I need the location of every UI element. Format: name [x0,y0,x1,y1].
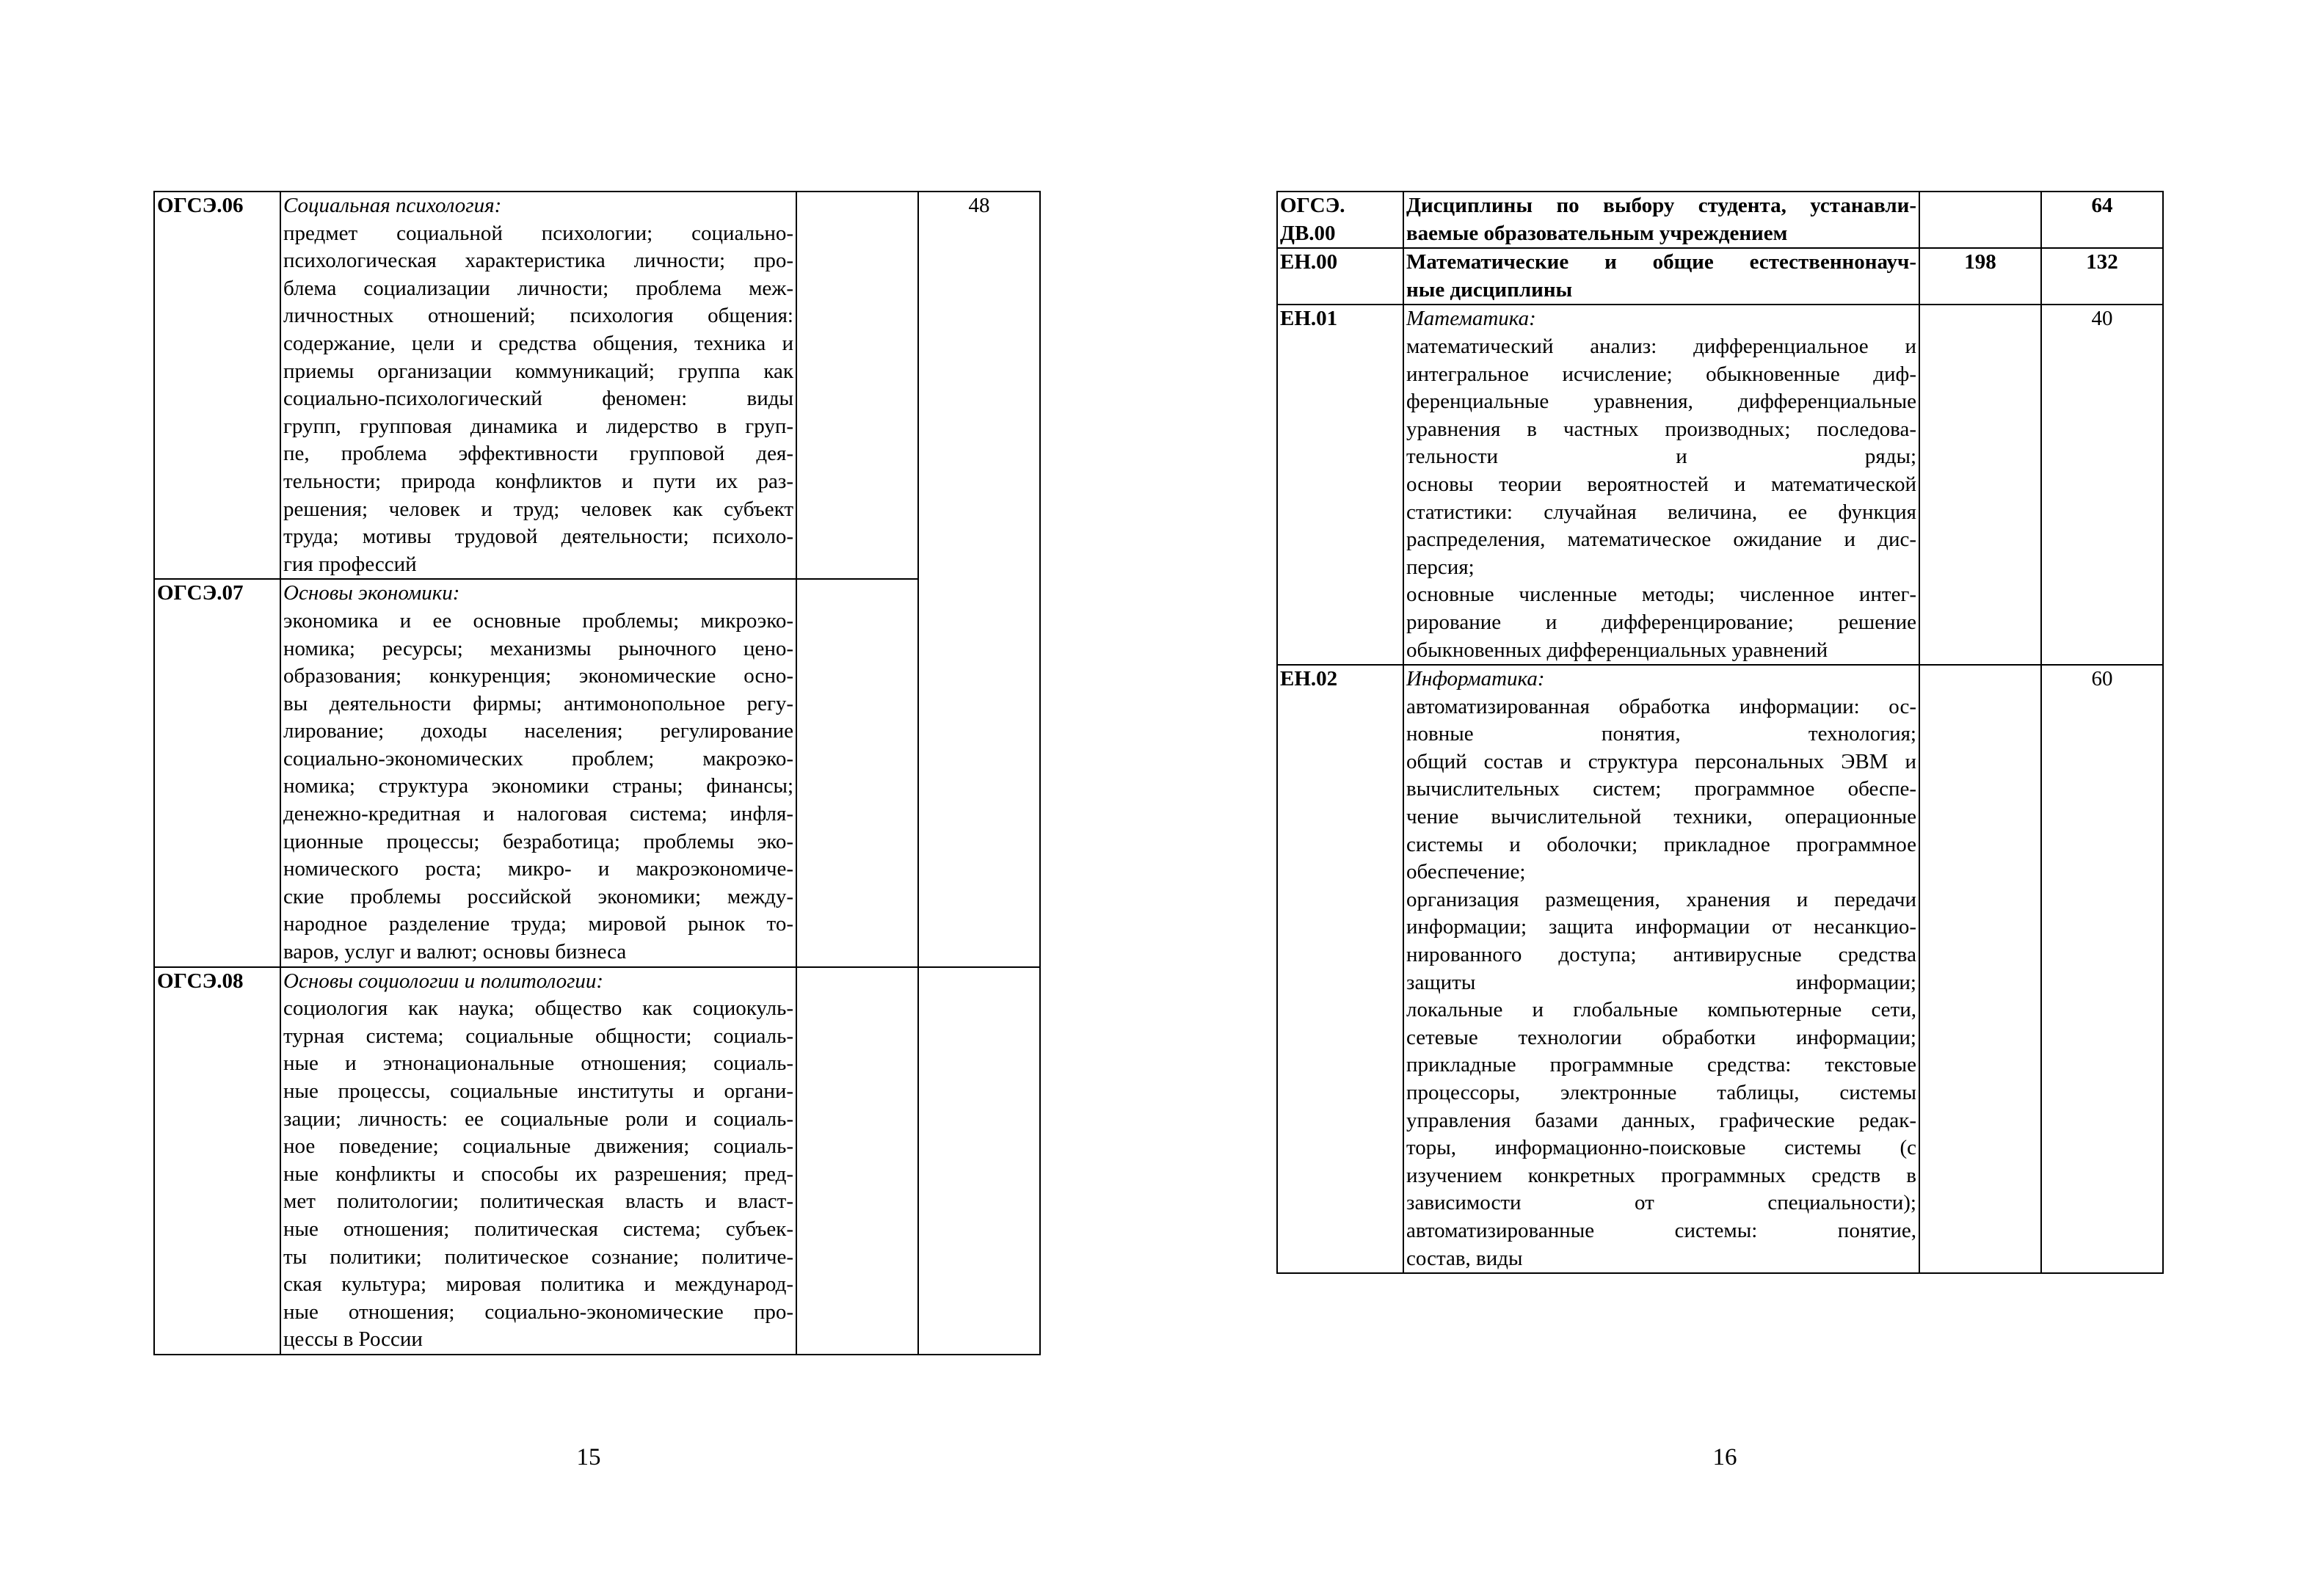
text-line: основы теории вероятностей и математической [1406,472,1916,496]
discipline-title: Информатика: [1406,667,1545,691]
text-line: ская культура; мировая политика и международ- [283,1272,793,1297]
discipline-code: ОГСЭ.08 [154,967,280,1355]
text-line: предмет социальной психологии; социально- [283,221,793,245]
text-line: социально-психологический феномен: виды [283,387,793,411]
text-line: личностных отношений; психология общения: [283,304,793,328]
text-line: статистики: случайная величина, ее функция [1406,500,1916,524]
discipline-description [280,192,796,579]
text-line: народное разделение труда; мировой рынок то- [283,912,793,936]
discipline-title: Социальная психология: [283,194,502,217]
hours-cell: 60 [2041,665,2163,1273]
text-line: тельности; природа конфликтов и пути их раз- [283,469,793,493]
text-line: социально-экономических проблем; макроэко- [283,746,793,770]
table-row [154,192,1040,579]
text-line: сетевые технологии обработки информации; [1406,1025,1916,1049]
table-row [154,579,1040,966]
max-load-cell [796,579,918,966]
text-line: зависимости от специальности); [1406,1191,1916,1215]
text-line: уравнения в частных производных; последова- [1406,417,1916,441]
page-number: 15 [576,1444,601,1471]
max-load-cell: 198 [1919,248,2041,305]
text-line: мет политологии; политическая власть и власт- [283,1189,793,1214]
hours-cell: 48 [918,192,1040,967]
text-line: чение вычислительной техники, операционные [1406,805,1916,829]
text-line: приемы организации коммуникаций; группа как [283,359,793,383]
text-line: ное поведение; социальные движения; социаль- [283,1134,793,1159]
text-line: автоматизированная обработка информации: ос- [1406,694,1916,718]
text-line: ференциальные уравнения, дифференциальные [1406,390,1916,414]
text-line: групп, групповая динамика и лидерство в груп- [283,414,793,438]
table-row [1277,192,2163,248]
text-line: решения; человек и труд; человек как субъект [283,497,793,521]
text-line: изучением конкретных программных средств в [1406,1163,1916,1187]
text-line: ные конфликты и способы их разрешения; пред- [283,1162,793,1186]
text-line: автоматизированные системы: понятие, [1406,1218,1916,1242]
text-line: обыкновенных дифференциальных уравнений [1406,638,1828,662]
discipline-code: ЕН.01 [1277,305,1403,665]
text-line: социология как наука; общество как социокуль- [283,996,793,1021]
table-row [1277,248,2163,305]
text-line: содержание, цели и средства общения, техника и [283,331,793,355]
section-heading [1403,248,1919,305]
text-line: ные отношения; политическая система; субъек- [283,1217,793,1241]
text-line: ские проблемы российской экономики; между- [283,884,793,908]
text-line: номика; структура экономики страны; финансы; [283,774,793,798]
text-line: обеспечение; [1406,860,1526,884]
text-line: гия профессий [283,552,417,576]
text-line: информации; защита информации от несанкцио- [1406,915,1916,939]
text-line: ные отношения; социально-экономические про- [283,1300,793,1324]
text-line: ваемые образовательным учреждением [1406,221,1788,245]
text-line: управления базами данных, графические редак- [1406,1108,1916,1132]
max-load-cell [1919,665,2041,1273]
text-line: состав, виды [1406,1246,1523,1270]
discipline-description [280,967,796,1355]
text-line: лирование; доходы населения; регулирование [283,719,793,743]
discipline-code: ОГСЭ. ДВ.00 [1277,192,1403,248]
discipline-code: ОГСЭ.06 [154,192,280,579]
text-line: труда; мотивы трудовой деятельности; психоло- [283,525,793,549]
text-line: вы деятельности фирмы; антимонопольное регу- [283,691,793,715]
text-line: прикладные программные средства: текстовые [1406,1053,1916,1077]
max-load-cell [796,192,918,579]
text-line: организация размещения, хранения и передачи [1406,887,1916,911]
text-line: пе, проблема эффективности групповой дея- [283,442,793,466]
discipline-title: Математика: [1406,307,1536,331]
text-line: рирование и дифференцирование; решение [1406,610,1916,634]
discipline-title: Основы экономики: [283,581,460,605]
text-line: цессы в России [283,1327,423,1352]
text-line: нированного доступа; антивирусные средства [1406,943,1916,967]
text-line: процессоры, электронные таблицы, системы [1406,1081,1916,1104]
text-line: Дисциплины по выбору студента, устанавли- [1406,194,1916,217]
text-line: ные процессы, социальные институты и органи- [283,1079,793,1103]
text-line: ные дисциплины [1406,277,1573,302]
text-line: варов, услуг и валют; основы бизнеса [283,940,627,964]
discipline-code: ОГСЭ.07 [154,579,280,966]
text-line: распределения, математическое ожидание и дис- [1406,528,1916,552]
text-line: новные понятия, технология; [1406,722,1916,746]
text-line: ты политики; политическое сознание; политиче- [283,1245,793,1269]
text-line: экономика и ее основные проблемы; микроэко- [283,608,793,633]
text-line: локальные и глобальные компьютерные сети, [1406,998,1916,1022]
text-line: Математические и общие естественнонауч- [1406,250,1916,274]
text-line: торы, информационно-поисковые системы (с [1406,1136,1916,1160]
text-line: номика; ресурсы; механизмы рыночного цено- [283,636,793,660]
hours-cell: 132 [2041,248,2163,305]
max-load-cell [796,967,918,1355]
table-row [1277,305,2163,665]
text-line: интегральное исчисление; обыкновенные диф- [1406,362,1916,386]
discipline-title: Основы социологии и политологии: [283,969,604,993]
curriculum-table-page-15 [153,191,1041,1355]
table-row [1277,665,2163,1273]
discipline-description [280,579,796,966]
discipline-code: ЕН.00 [1277,248,1403,305]
text-line: образования; конкуренция; экономические осно- [283,664,793,688]
max-load-cell [1919,192,2041,248]
section-heading [1403,192,1919,248]
text-line: блема социализации личности; проблема меж- [283,276,793,300]
text-line: защиты информации; [1406,970,1916,994]
text-line: турная система; социальные общности; социаль- [283,1024,793,1048]
max-load-cell [1919,305,2041,665]
page-number: 16 [1712,1444,1737,1471]
hours-cell [918,967,1040,1355]
text-line: основные численные методы; численное интег- [1406,583,1916,607]
hours-cell: 40 [2041,305,2163,665]
text-line: персия; [1406,555,1475,579]
text-line: тельности и ряды; [1406,445,1916,469]
text-line: ционные процессы; безработица; проблемы эко- [283,829,793,853]
hours-cell: 64 [2041,192,2163,248]
text-line: ные и этнонациональные отношения; социаль- [283,1052,793,1076]
text-line: номического роста; микро- и макроэкономиче- [283,857,793,881]
discipline-description [1403,305,1919,665]
text-line: зации; личность: ее социальные роли и социаль- [283,1107,793,1131]
text-line: системы и оболочки; прикладное программное [1406,832,1916,856]
text-line: вычислительных систем; программное обеспе- [1406,777,1916,801]
text-line: денежно-кредитная и налоговая система; инфля- [283,802,793,826]
table-row [154,967,1040,1355]
curriculum-table-page-16 [1276,191,2164,1274]
text-line: общий состав и структура персональных ЭВМ и [1406,749,1916,773]
discipline-description [1403,665,1919,1273]
text-line: математический анализ: дифференциальное и [1406,334,1916,358]
discipline-code: ЕН.02 [1277,665,1403,1273]
text-line: психологическая характеристика личности; про- [283,249,793,273]
